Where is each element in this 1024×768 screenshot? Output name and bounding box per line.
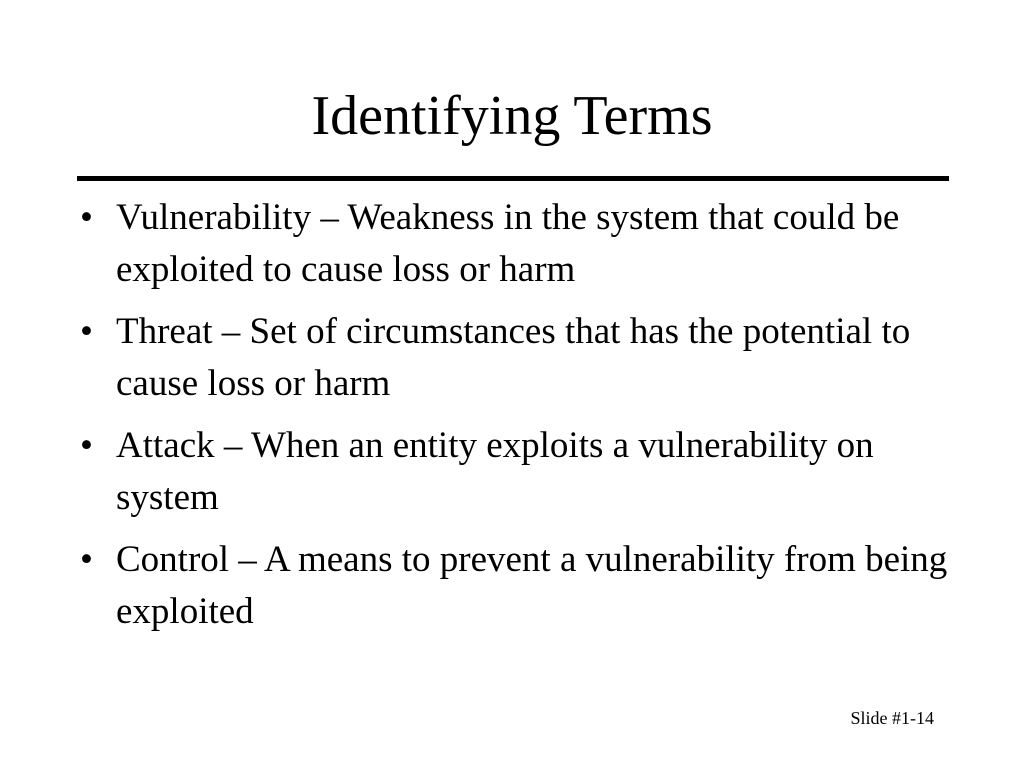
bullet-point-icon: • <box>80 197 93 238</box>
bullet-point-icon: • <box>80 311 93 352</box>
bullet-text: Attack – When an entity exploits a vulnerability on system <box>116 425 874 518</box>
bullet-text: Threat – Set of circumstances that has the potential to cause loss or harm <box>116 311 911 404</box>
bullet-item <box>78 420 958 524</box>
bullet-item <box>78 534 958 638</box>
bullet-item <box>78 306 958 410</box>
bullet-text: Vulnerability – Weakness in the system that could be exploited to cause loss or harm <box>116 197 900 290</box>
slide-title: Identifying Terms <box>311 85 713 147</box>
bullet-point-icon: • <box>80 539 93 580</box>
bullet-item <box>78 192 958 296</box>
slide-number: Slide #1-14 <box>850 708 934 728</box>
title-divider <box>77 176 949 181</box>
bullet-list <box>78 192 958 648</box>
bullet-point-icon: • <box>80 425 93 466</box>
bullet-text: Control – A means to prevent a vulnerability from being exploited <box>116 539 948 632</box>
